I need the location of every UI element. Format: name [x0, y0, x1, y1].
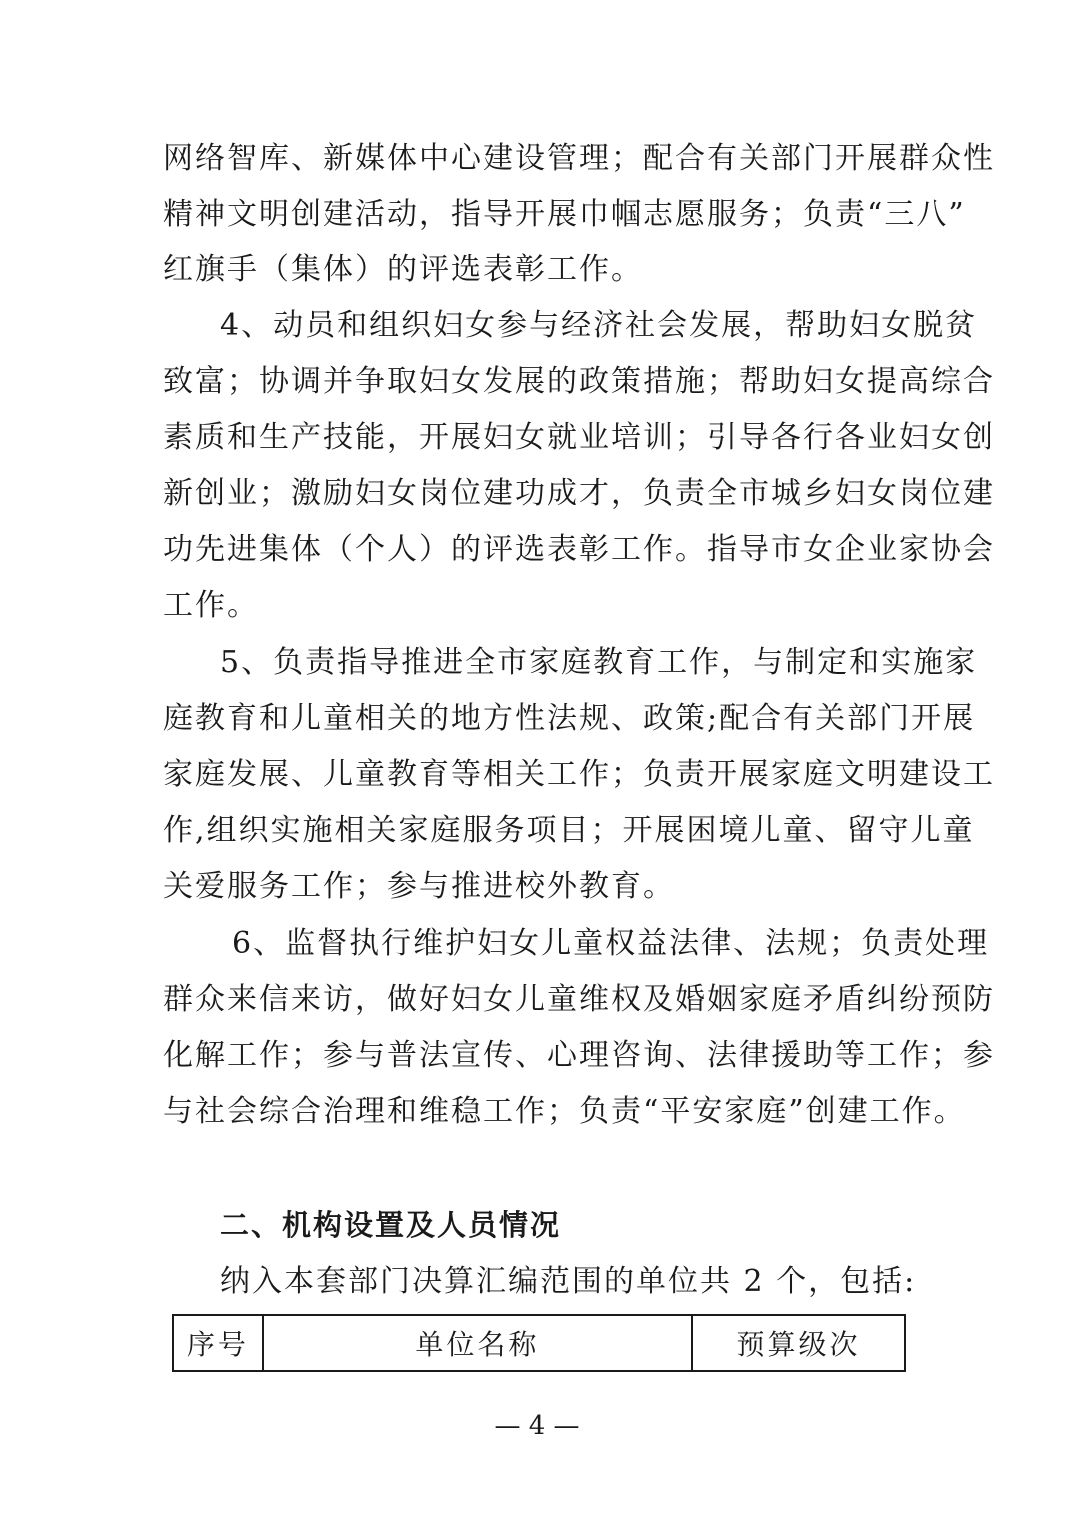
text-line-6: 素质和生产技能，开展妇女就业培训；引导各行各业妇女创	[163, 420, 995, 455]
text-line-12: 家庭发展、儿童教育等相关工作；负责开展家庭文明建设工	[163, 757, 995, 792]
text-line-11: 庭教育和儿童相关的地方性法规、政策;配合有关部门开展	[163, 701, 976, 736]
text-line-3: 红旗手（集体）的评选表彰工作。	[163, 252, 643, 287]
header-unit-name: 单位名称	[263, 1315, 692, 1371]
text-line-14: 关爱服务工作；参与推进校外教育。	[163, 869, 675, 904]
text-line-16: 群众来信来访，做好妇女儿童维权及婚姻家庭矛盾纠纷预防	[163, 982, 995, 1017]
text-line-13: 作,组织实施相关家庭服务项目；开展困境儿童、留守儿童	[163, 813, 975, 848]
paragraph-6-start: 6、监督执行维护妇女儿童权益法律、法规；负责处理	[232, 926, 990, 961]
text-line-17: 化解工作；参与普法宣传、心理咨询、法律援助等工作；参	[163, 1038, 995, 1073]
text-line-7: 新创业；激励妇女岗位建功成才，负责全市城乡妇女岗位建	[163, 476, 995, 511]
page-number: — 4 —	[494, 1411, 580, 1441]
text-line-5: 致富；协调并争取妇女发展的政策措施；帮助妇女提高综合	[163, 364, 995, 399]
intro-line: 纳入本套部门决算汇编范围的单位共 2 个，包括:	[220, 1264, 917, 1299]
text-line-1: 网络智库、新媒体中心建设管理；配合有关部门开展群众性	[163, 141, 995, 176]
text-line-8: 功先进集体（个人）的评选表彰工作。指导市女企业家协会	[163, 532, 995, 567]
section-heading: 二、机构设置及人员情况	[220, 1208, 562, 1242]
text-line-18: 与社会综合治理和维稳工作；负责“平安家庭”创建工作。	[163, 1094, 966, 1129]
header-index: 序号	[173, 1315, 263, 1371]
paragraph-4-start: 4、动员和组织妇女参与经济社会发展，帮助妇女脱贫	[220, 308, 978, 343]
paragraph-5-start: 5、负责指导推进全市家庭教育工作，与制定和实施家	[220, 645, 978, 680]
units-table	[172, 1314, 906, 1372]
text-line-9: 工作。	[163, 588, 259, 623]
text-line-2: 精神文明创建活动，指导开展巾帼志愿服务；负责“三八”	[163, 197, 966, 232]
header-budget-level: 预算级次	[692, 1315, 905, 1371]
table-header-row	[173, 1315, 905, 1371]
